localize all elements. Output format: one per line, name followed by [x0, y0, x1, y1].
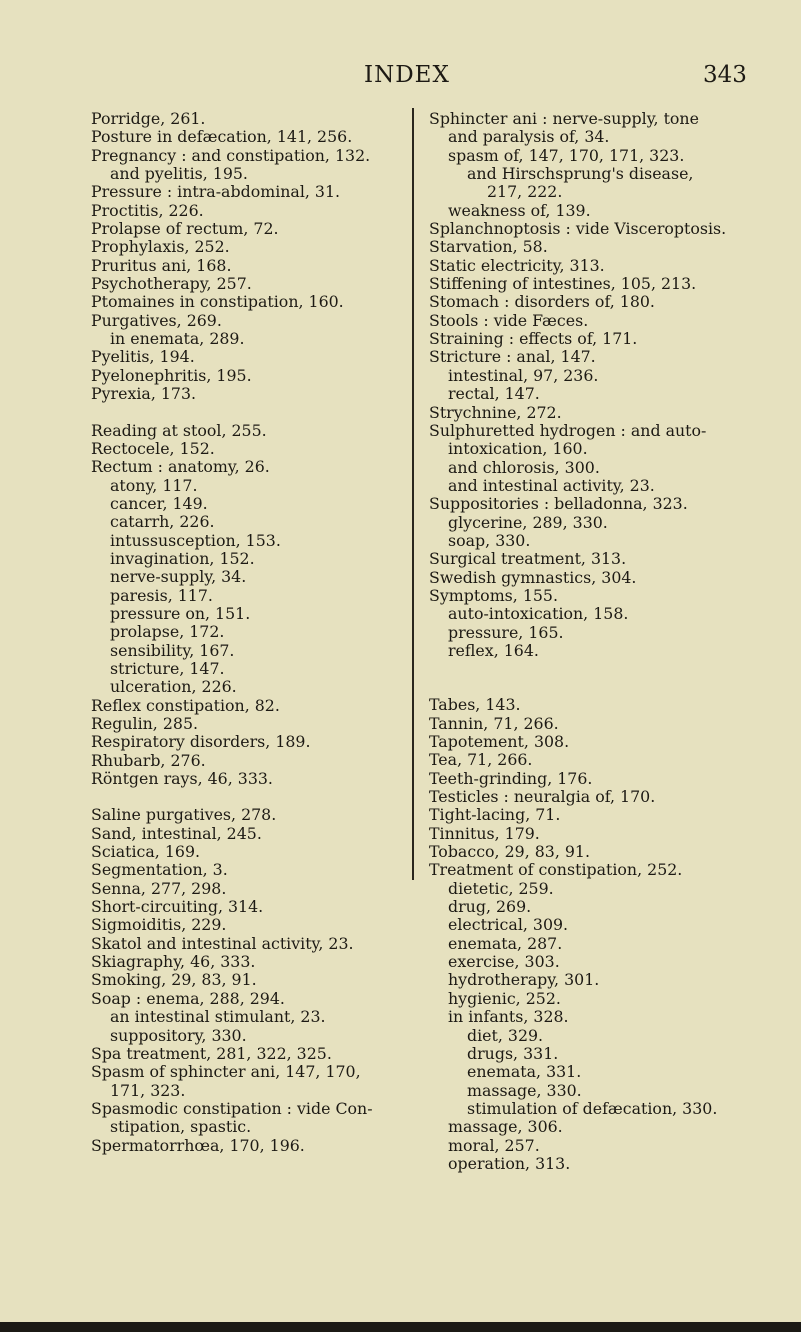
index-subentry: sensibility, 167.	[110, 640, 235, 660]
index-entry: Sciatica, 169.	[91, 842, 201, 862]
index-entry: Tannin, 71, 266.	[429, 713, 559, 733]
index-entry: Testicles : neuralgia of, 170.	[429, 787, 656, 807]
index-subentry: nerve-supply, 34.	[110, 567, 247, 587]
index-subentry: massage, 330.	[467, 1080, 582, 1100]
index-entry: Tapotement, 308.	[429, 732, 570, 751]
index-subentry: intestinal, 97, 236.	[448, 365, 599, 385]
index-entry: Purgatives, 269.	[91, 310, 222, 330]
index-entry: Rectocele, 152.	[91, 438, 215, 458]
index-subentry: hygienic, 252.	[448, 988, 561, 1008]
index-entry: Stricture : anal, 147.	[429, 347, 596, 367]
index-entry: Treatment of constipation, 252.	[429, 860, 683, 880]
index-subentry: in enemata, 289.	[110, 329, 245, 349]
index-subentry: pressure on, 151.	[110, 603, 251, 623]
index-entry: Sigmoiditis, 229.	[91, 915, 227, 935]
index-entry: Starvation, 58.	[429, 237, 548, 257]
index-entry: Swedish gymnastics, 304.	[429, 567, 637, 587]
page-header	[0, 62, 801, 92]
index-subentry: prolapse, 172.	[110, 622, 225, 642]
index-entry: Proctitis, 226.	[91, 200, 204, 220]
index-subentry: enemata, 331.	[467, 1062, 582, 1082]
index-entry: Surgical treatment, 313.	[429, 549, 627, 569]
index-subentry: operation, 313.	[448, 1153, 571, 1173]
index-entry: Sand, intestinal, 245.	[91, 823, 262, 843]
index-subentry: electrical, 309.	[448, 915, 569, 935]
index-entry: Spasmodic constipation : vide Con-	[91, 1098, 373, 1118]
index-entry: Saline purgatives, 278.	[91, 805, 277, 825]
index-entry: Senna, 277, 298.	[91, 878, 227, 898]
index-column-left	[91, 110, 411, 1155]
index-entry: Rhubarb, 276.	[91, 750, 206, 770]
index-entry: Stomach : disorders of, 180.	[429, 292, 655, 312]
index-entry: Ptomaines in constipation, 160.	[91, 292, 344, 312]
index-subentry: moral, 257.	[448, 1135, 540, 1155]
index-entry: Stools : vide Fæces.	[429, 310, 589, 330]
index-entry: Rectum : anatomy, 26.	[91, 457, 270, 477]
index-subentry: and intestinal activity, 23.	[448, 475, 655, 495]
index-subentry: enemata, 287.	[448, 933, 563, 953]
index-subentry: hydrotherapy, 301.	[448, 970, 600, 990]
index-entry: Spasm of sphincter ani, 147, 170,	[91, 1062, 361, 1082]
index-entry: Reading at stool, 255.	[91, 420, 267, 440]
index-subentry: pressure, 165.	[448, 622, 564, 642]
index-entry: Röntgen rays, 46, 333.	[91, 769, 273, 789]
index-entry: Pressure : intra-abdominal, 31.	[91, 182, 341, 202]
index-subentry: and chlorosis, 300.	[448, 457, 600, 477]
page-edge-shadow	[0, 1322, 801, 1332]
index-entry: Pyrexia, 173.	[91, 384, 197, 404]
section-gap	[429, 660, 769, 696]
index-subentry: suppository, 330.	[110, 1025, 247, 1045]
index-subentry: invagination, 152.	[110, 548, 255, 568]
index-entry: Strychnine, 272.	[429, 402, 562, 422]
index-entry: Segmentation, 3.	[91, 860, 228, 880]
index-continuation: 217, 222.	[487, 182, 563, 202]
index-entry: Regulin, 285.	[91, 714, 199, 733]
index-entry: Pregnancy : and constipation, 132.	[91, 145, 371, 165]
index-subentry: and Hirschsprung's disease,	[467, 164, 694, 184]
index-subentry: stricture, 147.	[110, 658, 225, 678]
index-entry: Suppositories : belladonna, 323.	[429, 494, 688, 514]
section-gap	[91, 788, 411, 806]
index-continuation: 171, 323.	[110, 1080, 186, 1100]
index-subentry: stimulation of defæcation, 330.	[467, 1098, 718, 1118]
index-continuation: stipation, spastic.	[110, 1117, 252, 1137]
index-subentry: diet, 329.	[467, 1025, 544, 1045]
index-entry: Spermatorrhœa, 170, 196.	[91, 1135, 305, 1155]
index-entry: Splanchnoptosis : vide Visceroptosis.	[429, 219, 727, 239]
index-entry: Prophylaxis, 252.	[91, 237, 230, 257]
index-entry: Tea, 71, 266.	[429, 750, 533, 770]
index-subentry: paresis, 117.	[110, 585, 213, 605]
index-entry: Porridge, 261.	[91, 109, 206, 128]
index-subentry: exercise, 303.	[448, 952, 560, 972]
index-entry: Static electricity, 313.	[429, 255, 605, 275]
index-subentry: cancer, 149.	[110, 493, 208, 513]
index-entry: Tobacco, 29, 83, 91.	[429, 842, 591, 862]
index-subentry: auto-intoxication, 158.	[448, 604, 629, 624]
index-entry: Sulphuretted hydrogen : and auto-	[429, 420, 707, 440]
index-entry: Skatol and intestinal activity, 23.	[91, 933, 354, 953]
index-subentry: drugs, 331.	[467, 1043, 559, 1063]
index-subentry: atony, 117.	[110, 475, 198, 495]
index-subentry: dietetic, 259.	[448, 878, 554, 898]
index-subentry: catarrh, 226.	[110, 512, 215, 532]
index-subentry: spasm of, 147, 170, 171, 323.	[448, 145, 685, 165]
index-entry: Respiratory disorders, 189.	[91, 732, 311, 752]
index-entry: Posture in defæcation, 141, 256.	[91, 127, 353, 147]
index-continuation: intoxication, 160.	[448, 439, 588, 459]
index-subentry: intussusception, 153.	[110, 530, 281, 550]
index-subentry: an intestinal stimulant, 23.	[110, 1007, 326, 1027]
index-subentry: glycerine, 289, 330.	[448, 512, 608, 532]
index-entry: Tinnitus, 179.	[429, 823, 540, 843]
index-entry: Prolapse of rectum, 72.	[91, 219, 279, 239]
index-entry: Sphincter ani : nerve-supply, tone	[429, 109, 699, 128]
column-divider	[412, 108, 414, 880]
index-entry: Straining : effects of, 171.	[429, 329, 638, 349]
index-entry: Soap : enema, 288, 294.	[91, 988, 285, 1008]
index-subentry: rectal, 147.	[448, 384, 540, 404]
index-entry: Tight-lacing, 71.	[429, 805, 561, 825]
index-entry: Spa treatment, 281, 322, 325.	[91, 1043, 332, 1063]
index-subentry: drug, 269.	[448, 897, 532, 917]
index-entry: Skiagraphy, 46, 333.	[91, 952, 256, 972]
index-entry: Psychotherapy, 257.	[91, 274, 252, 294]
index-continuation: and paralysis of, 34.	[448, 127, 610, 147]
index-entry: Teeth-grinding, 176.	[429, 768, 593, 788]
index-entry: Symptoms, 155.	[429, 585, 558, 605]
index-entry: Pruritus ani, 168.	[91, 255, 232, 275]
page-title: INDEX	[364, 62, 450, 88]
index-subentry: in infants, 328.	[448, 1007, 569, 1027]
index-entry: Pyelonephritis, 195.	[91, 365, 252, 385]
index-entry: Pyelitis, 194.	[91, 347, 195, 367]
index-subentry: soap, 330.	[448, 530, 531, 550]
index-entry: Smoking, 29, 83, 91.	[91, 970, 257, 990]
section-gap	[91, 404, 411, 422]
index-entry: Stiffening of intestines, 105, 213.	[429, 274, 697, 294]
page-number: 343	[703, 62, 747, 88]
index-subentry: and pyelitis, 195.	[110, 164, 248, 184]
index-subentry: reflex, 164.	[448, 640, 539, 660]
index-entry: Short-circuiting, 314.	[91, 897, 264, 917]
index-entry: Tabes, 143.	[429, 695, 521, 715]
index-subentry: ulceration, 226.	[110, 677, 237, 697]
index-column-right	[429, 110, 769, 1173]
index-entry: Reflex constipation, 82.	[91, 695, 280, 715]
index-subentry: massage, 306.	[448, 1117, 563, 1137]
index-subentry: weakness of, 139.	[448, 200, 591, 220]
